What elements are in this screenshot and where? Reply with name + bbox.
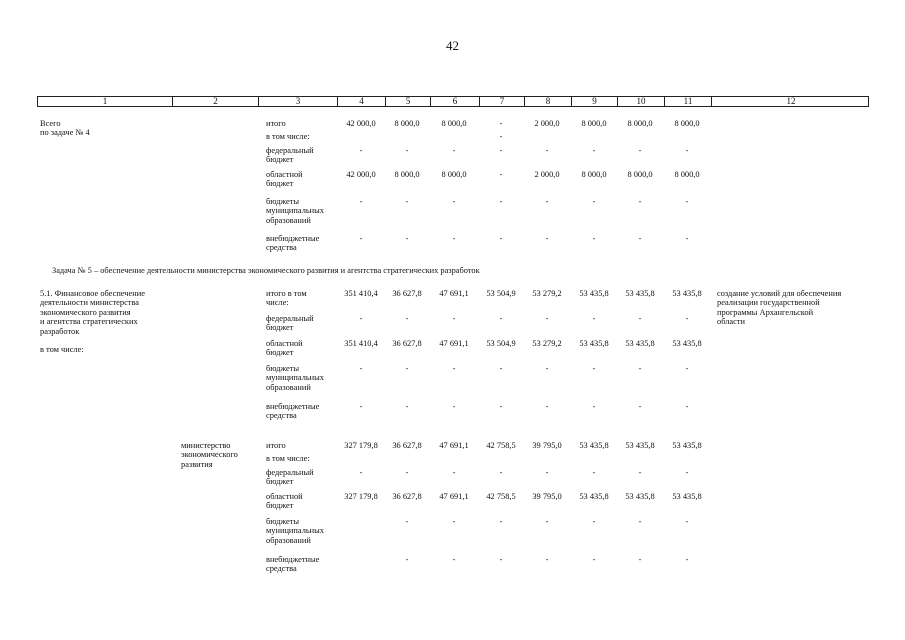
row-value: 42 758,5 <box>486 441 516 450</box>
row-value: - <box>452 555 456 564</box>
row-value: - <box>592 234 596 243</box>
row-value: - <box>452 402 456 411</box>
row-value: 39 795,0 <box>532 492 562 501</box>
block-2-executor: министерство экономического развития <box>181 441 238 469</box>
row-value: 8 000,0 <box>627 170 653 179</box>
row-value: 53 435,8 <box>625 289 655 298</box>
row-value: 36 627,8 <box>392 441 422 450</box>
row-value: 53 435,8 <box>579 289 609 298</box>
row-value: - <box>592 517 596 526</box>
header-col-7: 7 <box>480 97 525 106</box>
row-value: 53 279,2 <box>532 289 562 298</box>
row-value: - <box>545 402 549 411</box>
row-label: итого <box>266 119 286 128</box>
row-value: - <box>545 364 549 373</box>
row-value: - <box>499 132 503 141</box>
row-value: - <box>452 146 456 155</box>
row-value: - <box>592 314 596 323</box>
row-value: - <box>638 146 642 155</box>
row-value: - <box>452 314 456 323</box>
row-value: - <box>499 468 503 477</box>
row-label: федеральный бюджет <box>266 146 314 165</box>
row-value: - <box>405 146 409 155</box>
block-1-result: создание условий для обеспечения реализации государственной программы Архангельской области <box>717 289 842 327</box>
row-value: 351 410,4 <box>344 289 378 298</box>
row-value: 42 758,5 <box>486 492 516 501</box>
row-value: - <box>592 468 596 477</box>
row-label: внебюджетные средства <box>266 234 320 253</box>
row-label: в том числе: <box>266 454 310 463</box>
row-value: 8 000,0 <box>581 170 607 179</box>
row-value: - <box>359 314 363 323</box>
row-value: - <box>499 119 503 128</box>
row-value: 2 000,0 <box>534 170 560 179</box>
row-value: - <box>359 364 363 373</box>
row-value: 36 627,8 <box>392 492 422 501</box>
row-value: - <box>499 517 503 526</box>
row-label: бюджеты муниципальных образований <box>266 197 324 225</box>
row-value: 42 000,0 <box>346 170 376 179</box>
row-value: - <box>405 468 409 477</box>
row-value: - <box>685 402 689 411</box>
row-value: 8 000,0 <box>674 170 700 179</box>
row-value: 53 504,9 <box>486 289 516 298</box>
row-value: - <box>685 146 689 155</box>
row-label: итого <box>266 441 286 450</box>
row-label: в том числе: <box>266 132 310 141</box>
header-col-4: 4 <box>338 97 386 106</box>
header-col-5: 5 <box>386 97 431 106</box>
row-value: - <box>405 234 409 243</box>
header-col-11: 11 <box>665 97 712 106</box>
row-value: 53 435,8 <box>625 441 655 450</box>
block-0-name: Всего по задаче № 4 <box>40 119 90 138</box>
row-value: - <box>359 197 363 206</box>
row-label: итого в том числе: <box>266 289 307 308</box>
row-value: - <box>452 364 456 373</box>
row-value: - <box>452 197 456 206</box>
row-value: - <box>405 197 409 206</box>
row-value: 8 000,0 <box>394 119 420 128</box>
header-col-2: 2 <box>173 97 259 106</box>
row-value: 53 435,8 <box>579 441 609 450</box>
row-value: 2 000,0 <box>534 119 560 128</box>
row-value: - <box>545 197 549 206</box>
row-value: 327 179,8 <box>344 492 378 501</box>
row-value: 53 435,8 <box>672 441 702 450</box>
row-value: - <box>685 517 689 526</box>
row-value: - <box>405 555 409 564</box>
header-col-10: 10 <box>618 97 665 106</box>
row-value: 53 435,8 <box>579 339 609 348</box>
block-1-name: 5.1. Финансовое обеспечение деятельности министерства экономического развития и агентства стратегических разработок в том числе: <box>40 289 145 355</box>
row-value: 53 435,8 <box>625 492 655 501</box>
row-value: - <box>359 402 363 411</box>
row-value: - <box>545 517 549 526</box>
row-value: - <box>685 197 689 206</box>
row-value: - <box>405 364 409 373</box>
row-value: 53 435,8 <box>672 492 702 501</box>
row-value: - <box>638 197 642 206</box>
row-value: 53 435,8 <box>579 492 609 501</box>
row-value: 8 000,0 <box>581 119 607 128</box>
row-value: 47 691,1 <box>439 492 469 501</box>
row-value: - <box>405 402 409 411</box>
row-value: - <box>499 146 503 155</box>
row-value: 351 410,4 <box>344 339 378 348</box>
row-value: - <box>359 468 363 477</box>
row-value: - <box>638 468 642 477</box>
row-value: - <box>685 314 689 323</box>
row-value: - <box>405 517 409 526</box>
row-value: - <box>359 146 363 155</box>
header-col-12: 12 <box>786 96 796 106</box>
row-label: внебюджетные средства <box>266 402 320 421</box>
row-value: 36 627,8 <box>392 289 422 298</box>
header-col-6: 6 <box>431 97 480 106</box>
row-value: - <box>638 517 642 526</box>
row-value: 47 691,1 <box>439 289 469 298</box>
row-value: 8 000,0 <box>441 119 467 128</box>
row-value: - <box>545 234 549 243</box>
row-value: 42 000,0 <box>346 119 376 128</box>
row-value: - <box>405 314 409 323</box>
row-value: - <box>545 468 549 477</box>
row-value: 8 000,0 <box>441 170 467 179</box>
row-label: областной бюджет <box>266 492 303 511</box>
row-value: - <box>545 555 549 564</box>
row-label: областной бюджет <box>266 339 303 358</box>
row-label: областной бюджет <box>266 170 303 189</box>
row-value: - <box>452 468 456 477</box>
row-label: федеральный бюджет <box>266 314 314 333</box>
row-value: 53 435,8 <box>625 339 655 348</box>
row-label: бюджеты муниципальных образований <box>266 517 324 545</box>
row-value: - <box>685 555 689 564</box>
table-header <box>37 96 869 107</box>
row-value: - <box>545 314 549 323</box>
header-col-9: 9 <box>572 97 618 106</box>
task-title: Задача № 5 – обеспечение деятельности министерства экономического развития и агентства стратегических разработок <box>52 266 480 275</box>
row-value: 53 435,8 <box>672 339 702 348</box>
row-value: - <box>499 555 503 564</box>
row-value: - <box>638 364 642 373</box>
row-value: - <box>499 402 503 411</box>
row-value: - <box>638 402 642 411</box>
row-value: - <box>638 555 642 564</box>
header-col-3: 3 <box>259 97 338 106</box>
row-value: 8 000,0 <box>674 119 700 128</box>
row-value: 53 279,2 <box>532 339 562 348</box>
row-value: - <box>685 364 689 373</box>
header-col-8: 8 <box>525 97 572 106</box>
row-value: 53 504,9 <box>486 339 516 348</box>
row-value: 8 000,0 <box>394 170 420 179</box>
row-value: 39 795,0 <box>532 441 562 450</box>
row-value: - <box>499 234 503 243</box>
row-value: - <box>499 364 503 373</box>
row-value: - <box>638 314 642 323</box>
row-value: 8 000,0 <box>627 119 653 128</box>
row-value: - <box>499 314 503 323</box>
row-value: - <box>592 146 596 155</box>
row-value: - <box>685 234 689 243</box>
row-value: - <box>685 468 689 477</box>
row-value: 53 435,8 <box>672 289 702 298</box>
row-value: - <box>638 234 642 243</box>
row-value: - <box>499 170 503 179</box>
row-value: 327 179,8 <box>344 441 378 450</box>
row-value: - <box>452 234 456 243</box>
row-value: - <box>545 146 549 155</box>
row-value: 47 691,1 <box>439 339 469 348</box>
row-label: внебюджетные средства <box>266 555 320 574</box>
row-value: - <box>452 517 456 526</box>
row-label: бюджеты муниципальных образований <box>266 364 324 392</box>
row-label: федеральный бюджет <box>266 468 314 487</box>
row-value: 36 627,8 <box>392 339 422 348</box>
row-value: - <box>592 364 596 373</box>
row-value: - <box>592 555 596 564</box>
row-value: - <box>592 402 596 411</box>
row-value: - <box>359 234 363 243</box>
row-value: 47 691,1 <box>439 441 469 450</box>
page-number: 42 <box>446 38 459 53</box>
row-value: - <box>499 197 503 206</box>
row-value: - <box>592 197 596 206</box>
header-col-1: 1 <box>38 97 173 106</box>
